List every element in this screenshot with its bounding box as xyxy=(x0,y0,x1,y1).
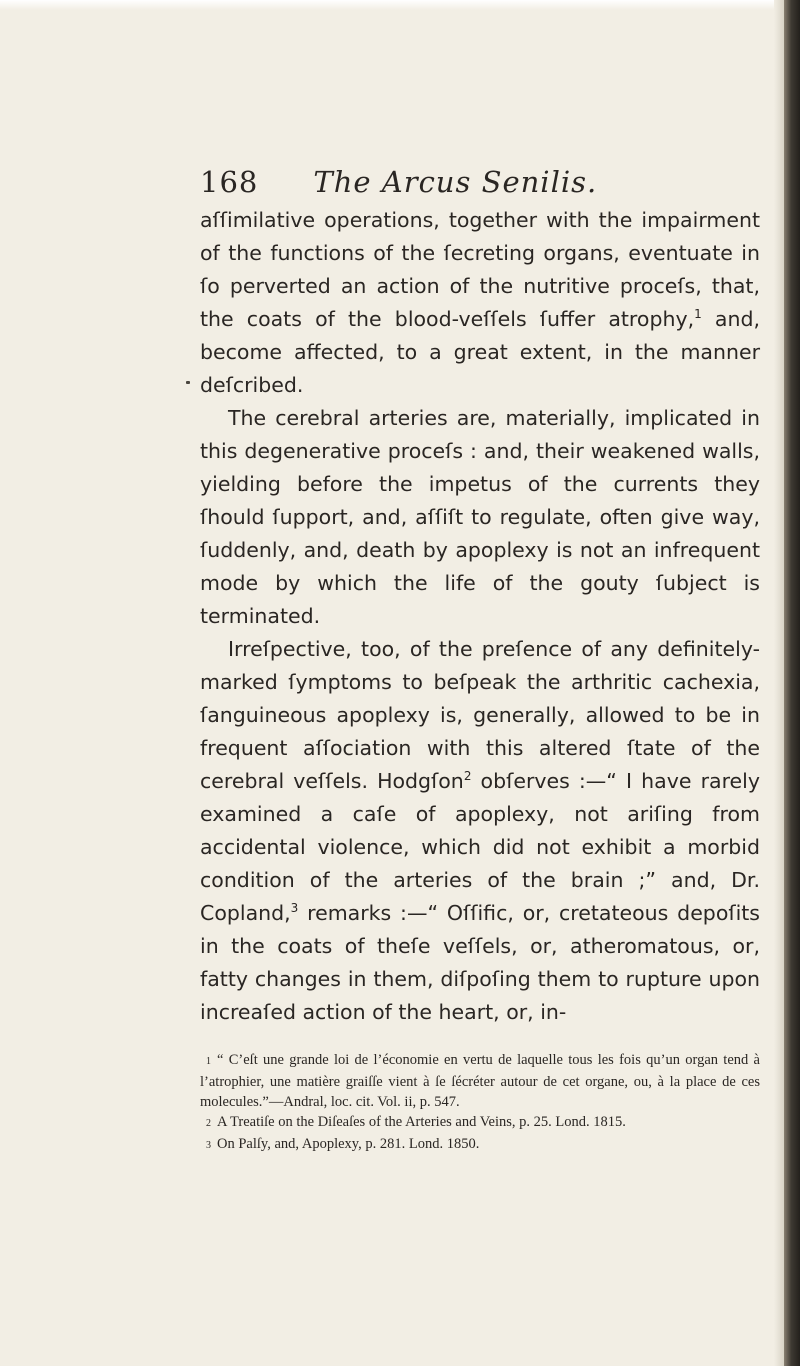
paragraph-3: Irreſpective, too, of the preſence of any definitely-marked ſymptoms to beſpeak the arthritic cachexia, ſanguineous apoplexy is, generally, allowed to be in frequent aſſociation with this altered ſtate of the cerebral veſſels. Hodgſon$^2$ obſerves :—“ I have rarely examined a caſe of apoplexy, not ariſing from accidental violence, which did not exhibit a morbid condition of the arteries of the brain ;” and, Dr. Copland,$^3$ remarks :—“ Oſſific, or, cretateous depoſits in the coats of theſe veſſels, or, atheromatous, or, fatty changes in them, diſpoſing them to rupture upon increaſed action of the heart, or, in- xyxy=(200,637,760,1024)
page-number: 168 xyxy=(200,165,259,199)
margin-mark xyxy=(186,381,190,384)
page-top-edge xyxy=(0,0,800,10)
footnote-3 xyxy=(200,1134,760,1156)
footnote-number: 1 xyxy=(206,1056,211,1067)
footnote-1 xyxy=(200,1050,760,1112)
footnote-text: “ C’eſt une grande loi de l’économie en vertu de laquelle tous les fois qu’un organ tend à l’atrophier, une matière graiſſe vient à ſe ſécréter autour de cet organe, ou, à la place de ces molecules.”—Andral, loc. cit. Vol. ii, p. 547. xyxy=(200,1052,760,1110)
footnote-number: 2 xyxy=(206,1118,211,1129)
footnote-ref-3: 3 xyxy=(290,901,299,916)
footnote-text: On Palſy, and, Apoplexy, p. 281. Lond. 1850. xyxy=(217,1136,480,1152)
running-header xyxy=(200,165,760,199)
paragraph-1: aſſimilative operations, together with the impairment of the functions of the ſecreting organs, eventuate in ſo perverted an action of the nutritive proceſs, that, the coats of the blood-veſſels ſuffer atrophy,$^1$ and, become affected, to a great extent, in the manner deſcribed. xyxy=(200,208,760,397)
book-binding-edge xyxy=(784,0,800,1366)
footnote-2 xyxy=(200,1112,760,1134)
footnote-text: A Treatiſe on the Diſeaſes of the Arteries and Veins, p. 25. Lond. 1815. xyxy=(217,1114,626,1130)
page-edge-shadow xyxy=(774,0,784,1366)
footnote-ref-2: 2 xyxy=(463,769,472,784)
running-title: The Arcus Senilis. xyxy=(313,165,598,199)
footnote-number: 3 xyxy=(206,1140,211,1151)
body-text xyxy=(200,204,760,1029)
paragraph-2: The cerebral arteries are, materially, implicated in this degenerative proceſs : and, their weakened walls, yielding before the impetus of the currents they ſhould ſupport, and, aſſiſt to regulate, often give way, ſuddenly, and, death by apoplexy is not an infrequent mode by which the life of the gouty ſubject is terminated. xyxy=(200,406,760,628)
footnote-ref-1: 1 xyxy=(694,307,702,322)
footnotes xyxy=(200,1050,760,1156)
